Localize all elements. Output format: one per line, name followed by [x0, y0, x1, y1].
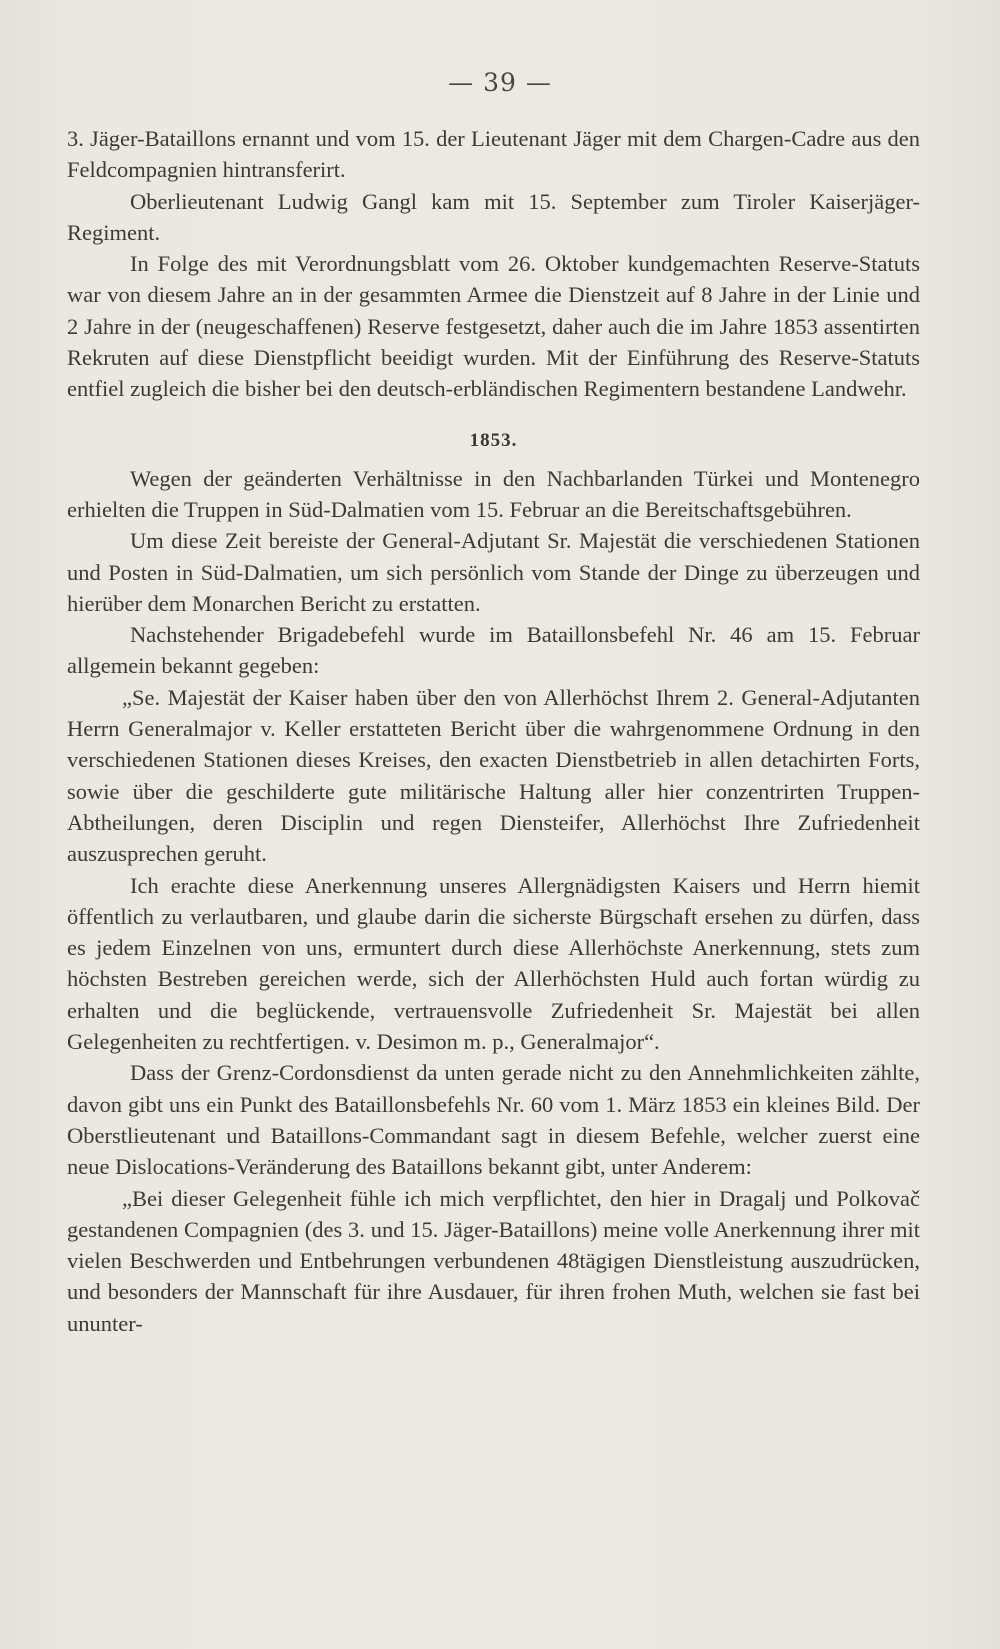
- paragraph: Um diese Zeit bereiste der General-Adjutant Sr. Majestät die verschiedenen Stationen und Posten in Süd-Dalmatien, um sich persönlich vom Stande der Dinge zu überzeugen und hierüber dem Monarchen Bericht zu erstatten.: [67, 528, 920, 616]
- paragraph: In Folge des mit Verordnungsblatt vom 26. Oktober kundgemachten Reserve-Statuts war von diesem Jahre an in der gesammten Armee die Dienstzeit auf 8 Jahre in der Linie und 2 Jahre in der (neugeschaffenen) Reserve festgesetzt, daher auch die im Jahre 1853 assentirten Rekruten auf diese Dienstpflicht beeidigt wurden. Mit der Einführung des Reserve-Statuts entfiel zugleich die bisher bei den deutsch-erbländischen Regimentern bestandene Landwehr.: [67, 251, 920, 402]
- paragraph: Oberlieutenant Ludwig Gangl kam mit 15. September zum Tiroler Kaiserjäger-Regiment.: [67, 188, 920, 245]
- year-heading: 1853.: [469, 429, 518, 451]
- page-body: [67, 123, 920, 1339]
- paragraph: 3. Jäger-Bataillons ernannt und vom 15. der Lieutenant Jäger mit dem Chargen-Cadre aus den Feldcompagnien hintransferirt.: [67, 126, 920, 183]
- quoted-paragraph: „Bei dieser Gelegenheit fühle ich mich verpflichtet, den hier in Dragalj und Polkovač gestandenen Compagnien (des 3. und 15. Jäger-Bataillons) meine volle Anerkennung ihrer mit vielen Beschwerden und Entbehrungen verbundenen 48tägigen Dienstleistung auszudrücken, und besonders der Mannschaft für ihre Ausdauer, für ihren frohen Muth, welchen sie fast bei ununter-: [67, 1185, 920, 1336]
- paragraph: Dass der Grenz-Cordonsdienst da unten gerade nicht zu den Annehmlichkeiten zählte, davon gibt uns ein Punkt des Bataillonsbefehls Nr. 60 vom 1. März 1853 ein kleines Bild. Der Oberstlieutenant und Bataillons-Commandant sagt in diesem Befehle, welcher zuerst eine neue Dislocations-Veränderung des Bataillons bekannt gibt, unter Anderem:: [67, 1060, 920, 1180]
- page-number: — 39 —: [448, 68, 552, 97]
- quoted-paragraph: Ich erachte diese Anerkennung unseres Allergnädigsten Kaisers und Herrn hiemit öffentlich zu verlautbaren, und glaube darin die sicherste Bürgschaft ersehen zu dürfen, dass es jedem Einzelnen von uns, ermuntert durch diese Allerhöchste Anerkennung, stets zum höchsten Bestreben gereichen werde, sich der Allerhöchsten Huld auch fortan würdig zu erhalten und die beglückende, vertrauensvolle Zufriedenheit Sr. Majestät bei allen Gelegenheiten zu rechtfertigen. v. Desimon m. p., Generalmajor“.: [67, 872, 920, 1055]
- paragraph: Nachstehender Brigadebefehl wurde im Bataillonsbefehl Nr. 46 am 15. Februar allgemein bekannt gegeben:: [67, 622, 920, 679]
- paragraph: Wegen der geänderten Verhältnisse in den Nachbarlanden Türkei und Montenegro erhielten die Truppen in Süd-Dalmatien vom 15. Februar an die Bereitschaftsgebühren.: [67, 465, 920, 522]
- quoted-paragraph: „Se. Majestät der Kaiser haben über den von Allerhöchst Ihrem 2. General-Adjutanten Herrn Generalmajor v. Keller erstatteten Bericht über die wahrgenommene Ordnung in den verschiedenen Stationen dieses Kreises, den exacten Dienstbetrieb in allen detachirten Forts, sowie über die geschilderte gute militärische Haltung aller hier conzentrirten Truppen-Abtheilungen, deren Disciplin und regen Diensteifer, Allerhöchst Ihre Zufriedenheit auszusprechen geruht.: [67, 684, 920, 867]
